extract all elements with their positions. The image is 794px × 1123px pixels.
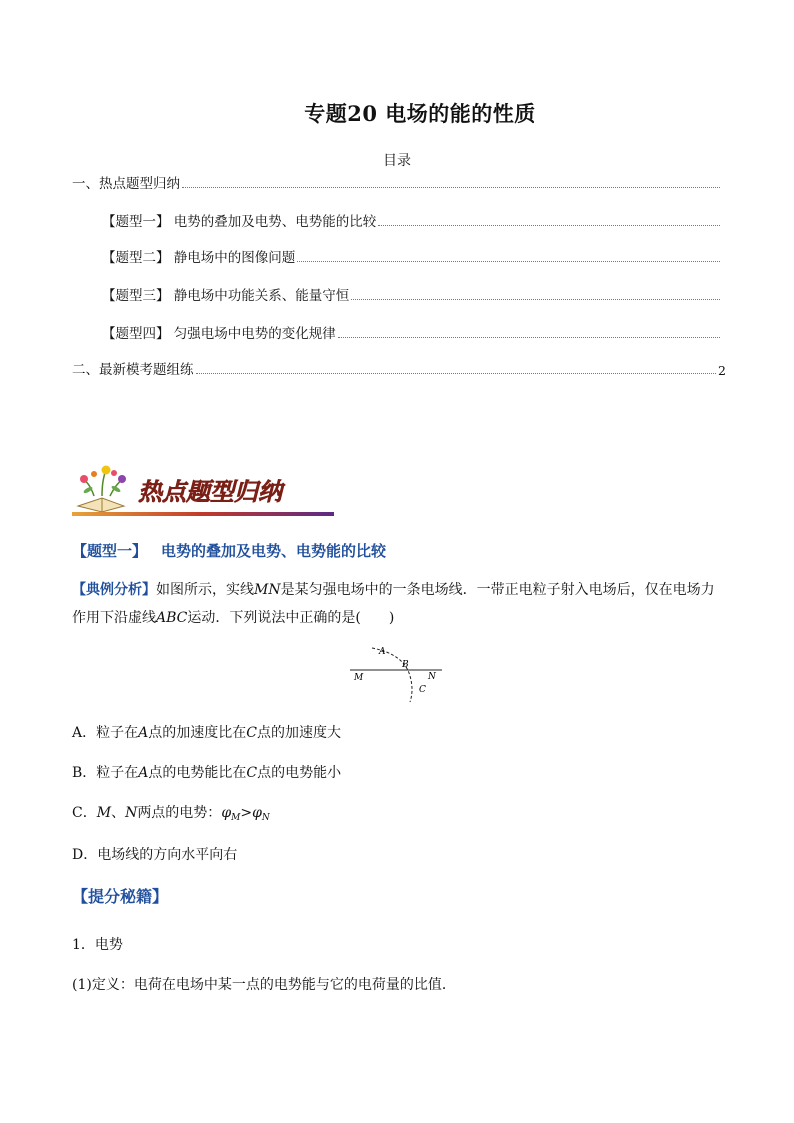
toc-item-type-2[interactable] — [102, 248, 726, 266]
toc-label: 【题型三】 静电场中功能关系、能量守恒 — [102, 288, 350, 304]
question-type-tag: 【题型一】 — [72, 542, 148, 560]
toc-label: 【题型四】 匀强电场中电势的变化规律 — [102, 326, 336, 342]
toc-leader-dots — [297, 261, 720, 262]
option-text: 两点的电势： — [137, 805, 222, 821]
option-text: 、 — [111, 805, 126, 821]
example-text: 是某匀强电场中的一条电场线．一带正电粒子射入电场后，仅在电场力 — [280, 582, 715, 598]
example-tag: 【典例分析】 — [72, 582, 156, 598]
subscript-n: N — [261, 813, 270, 823]
toc-item-type-4[interactable] — [102, 324, 726, 342]
symbol-a: A — [138, 725, 149, 741]
greater-than-sign: > — [240, 805, 253, 821]
symbol-phi: φ — [252, 805, 262, 821]
section-banner — [72, 462, 334, 518]
banner-underline — [72, 512, 334, 516]
toc-item-hot-types[interactable] — [72, 174, 726, 192]
toc-label: 【题型一】 电势的叠加及电势、电势能的比较 — [102, 214, 377, 230]
example-text: 作用下沿虚线 — [72, 610, 156, 626]
toc-item-mock-exams[interactable] — [72, 360, 726, 378]
label-n: N — [428, 672, 436, 682]
symbol-a: A — [138, 765, 149, 781]
example-paragraph — [72, 576, 732, 632]
label-a: A — [379, 647, 386, 657]
toc-heading: 目录 — [383, 153, 411, 169]
symbol-mn: MN — [254, 582, 281, 598]
option-text: 点的加速度大 — [256, 725, 341, 741]
example-text: 如图所示，实线 — [156, 582, 254, 598]
symbol-abc: ABC — [156, 610, 188, 626]
book-flowers-icon — [78, 466, 126, 513]
field-line-figure — [346, 642, 446, 706]
label-b: B — [402, 660, 409, 670]
subscript-m: M — [231, 813, 241, 823]
option-text: B．粒子在 — [72, 765, 139, 781]
toc-label: 二、最新模考题组练 — [72, 362, 194, 378]
option-text: A．粒子在 — [72, 725, 139, 741]
question-type-heading — [72, 540, 386, 561]
label-c: C — [419, 685, 426, 695]
banner-text: 热点题型归纳 — [138, 478, 282, 506]
trajectory-abc — [372, 648, 412, 702]
symbol-m: M — [96, 805, 112, 821]
toc-leader-dots — [182, 187, 720, 188]
symbol-n: N — [125, 805, 138, 821]
toc-item-type-3[interactable] — [102, 286, 726, 304]
symbol-c: C — [246, 765, 258, 781]
tips-item-1: 1．电势 — [72, 937, 123, 953]
toc-label: 一、热点题型归纳 — [72, 176, 180, 192]
toc-leader-dots — [196, 373, 717, 374]
option-text: C． — [72, 805, 97, 821]
toc-leader-dots — [378, 225, 720, 226]
question-type-title: 电势的叠加及电势、电势能的比较 — [161, 542, 387, 560]
tips-item-1-definition: (1)定义：电荷在电场中某一点的电势能与它的电荷量的比值． — [72, 977, 456, 993]
option-d[interactable]: D．电场线的方向水平向右 — [72, 847, 238, 863]
toc-label: 【题型二】 静电场中的图像问题 — [102, 250, 296, 266]
option-b[interactable] — [72, 762, 341, 782]
symbol-c: C — [246, 725, 257, 741]
label-m: M — [354, 673, 364, 683]
document-title: 专题20 电场的能的性质 — [304, 101, 536, 126]
toc-page-number: 2 — [718, 363, 726, 378]
toc-leader-dots — [338, 337, 720, 338]
example-text: 运动．下列说法中正确的是( ) — [187, 610, 395, 626]
symbol-phi: φ — [221, 805, 232, 821]
option-text: 点的加速度比在 — [148, 725, 247, 741]
toc-leader-dots — [351, 299, 720, 300]
option-c[interactable] — [72, 802, 270, 823]
option-text: 点的电势能小 — [257, 765, 342, 781]
tips-heading: 【提分秘籍】 — [72, 887, 169, 906]
toc-item-type-1[interactable] — [102, 212, 726, 230]
option-text: 点的电势能比在 — [148, 765, 247, 781]
option-a[interactable] — [72, 722, 341, 742]
